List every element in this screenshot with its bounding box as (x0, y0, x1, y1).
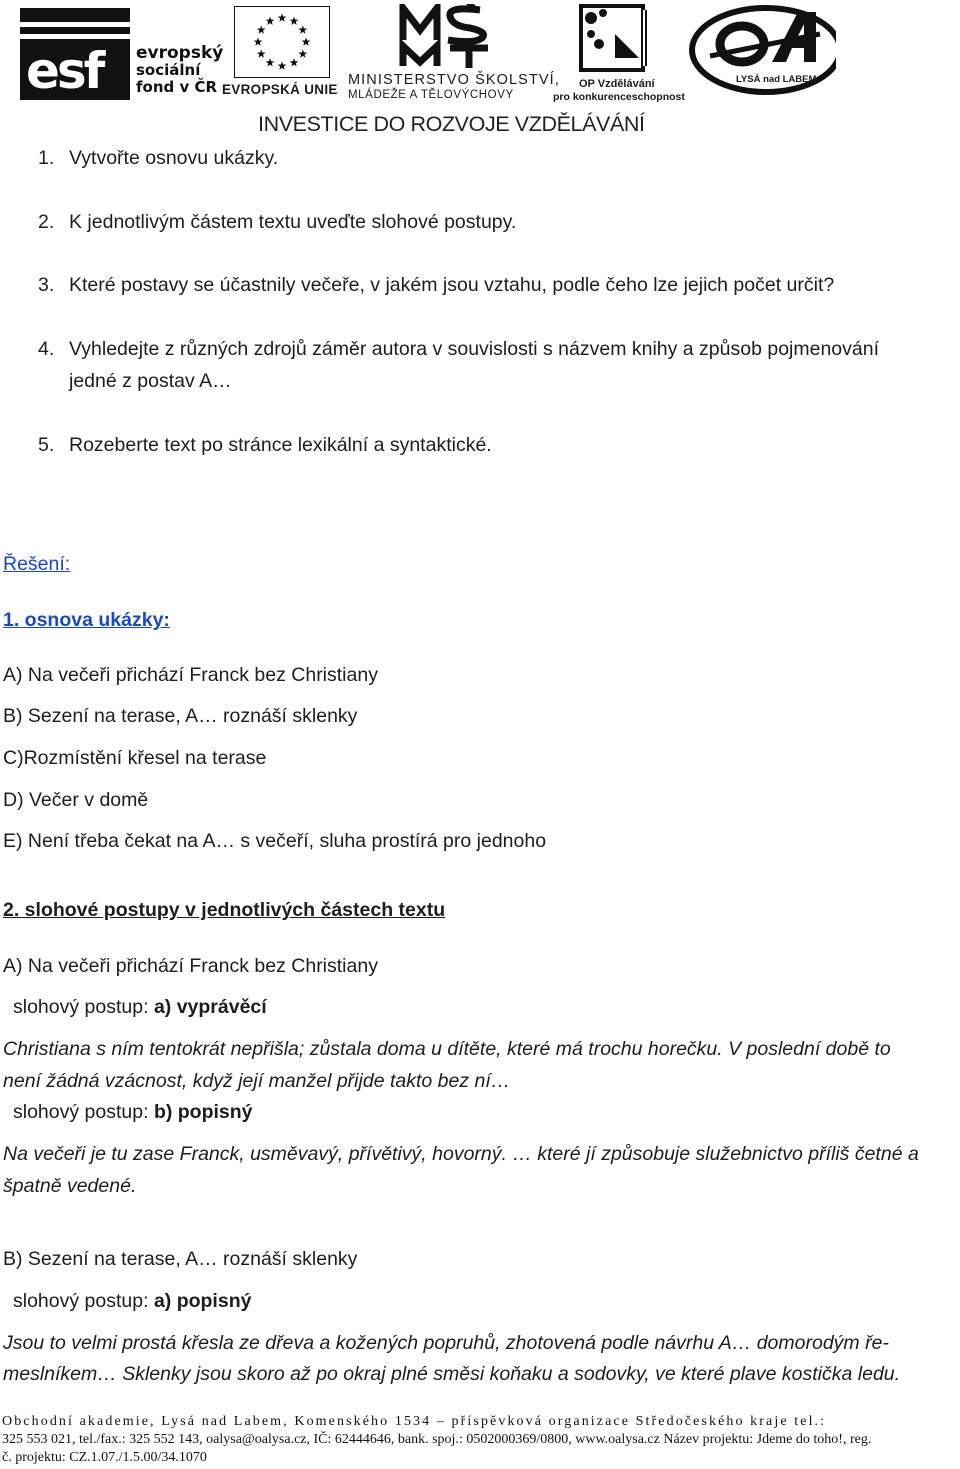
footer-line3: č. projektu: CZ.1.07./1.5.00/34.1070 (2, 1450, 207, 1465)
quote-b-line2: špatně vedené. (3, 1175, 137, 1197)
eu-logo (220, 6, 342, 102)
quote-a-line1: Christiana s ním tentokrát nepřišla; zůstala doma u dítěte, které má trochu horečku. V poslední době to (3, 1038, 891, 1060)
outline-item-c: C)Rozmístění křesel na terase (3, 747, 267, 769)
postup-b-a-line: slohový postup: a) popisný (13, 1290, 252, 1312)
op-line2: pro konkurenceschopnost (553, 91, 685, 103)
postup-a-line: slohový postup: a) vyprávěcí (13, 996, 267, 1018)
outline-item-e: E) Není třeba čekat na A… s večeří, sluha prostírá pro jednoho (3, 830, 547, 852)
op-mark-icon (579, 4, 653, 74)
quote-c-line2: meslníkem… Sklenky jsou skoro až po okraj plné směsi koňaku a sodovky, ve které plave kostička ledu. (3, 1363, 901, 1385)
esf-line2: sociální (136, 61, 201, 79)
op-line1: OP Vzdělávání (579, 78, 655, 90)
msmt-line2: MLÁDEŽE A TĚLOVÝCHOVY (348, 89, 514, 101)
op-logo (551, 4, 685, 103)
solution-label: Řešení: (3, 553, 71, 575)
quote-c-line1: Jsou to velmi prostá křesla ze dřeva a kožených popruhů, zhotovená podle návrhu A… domorodým ře- (3, 1332, 889, 1354)
footer-line1: Obchodní akademie, Lysá nad Labem, Komenského 1534 – příspěvková organizace Středočeského kraje tel.: (2, 1414, 827, 1429)
oa-logo (688, 4, 852, 100)
eu-flag-icon (234, 6, 330, 78)
esf-line3: fond v ČR (136, 78, 218, 96)
section2-heading: 2. slohové postupy v jednotlivých částech textu (3, 899, 446, 921)
outline-item-d: D) Večer v domě (3, 789, 149, 811)
investice-title: INVESTICE DO ROZVOJE VZDĚLÁVÁNÍ (258, 112, 645, 136)
esf-line1: evropský (136, 43, 224, 63)
msmt-mark-icon (398, 4, 493, 70)
esf-mark-icon: esf (20, 8, 130, 100)
postup-b-a-value: a) popisný (153, 1290, 252, 1312)
outline-item-a: A) Na večeři přichází Franck bez Christiany (3, 664, 378, 686)
msmt-logo (346, 4, 560, 102)
msmt-line1: MINISTERSTVO ŠKOLSTVÍ, (348, 72, 560, 88)
eu-label: EVROPSKÁ UNIE (222, 82, 338, 97)
header-logos (0, 0, 960, 140)
quote-a-line2: není žádná vzácnost, když její manžel přijde takto bez ní… (3, 1070, 511, 1092)
part-a-title: A) Na večeři přichází Franck bez Christiany (3, 955, 378, 977)
part-b-title: B) Sezení na terase, A… roznáší sklenky (3, 1248, 358, 1270)
outline-item-b: B) Sezení na terase, A… roznáší sklenky (3, 705, 358, 727)
postup-a-value: a) vyprávěcí (153, 996, 267, 1018)
footer (2, 1413, 958, 1467)
oa-line1: LYSÁ nad LABEM (736, 74, 817, 85)
section1-heading: 1. osnova ukázky: (3, 609, 170, 631)
esf-logo (20, 8, 225, 100)
postup-b-value: b) popisný (153, 1101, 253, 1123)
oa-mark-icon (688, 4, 852, 100)
quote-b-line1: Na večeři je tu zase Franck, usměvavý, přívětivý, hovorný. … které jí způsobuje služebnictvo příliš četné a (3, 1143, 919, 1165)
footer-line2: 325 553 021, tel./fax.: 325 552 143, oalysa@oalysa.cz, IČ: 62444646, bank. spoj.: 0502000369/0800, www.oalysa.cz Název projektu: Jdeme do toho!, reg. (2, 1432, 872, 1447)
postup-b-line: slohový postup: b) popisný (13, 1101, 253, 1123)
